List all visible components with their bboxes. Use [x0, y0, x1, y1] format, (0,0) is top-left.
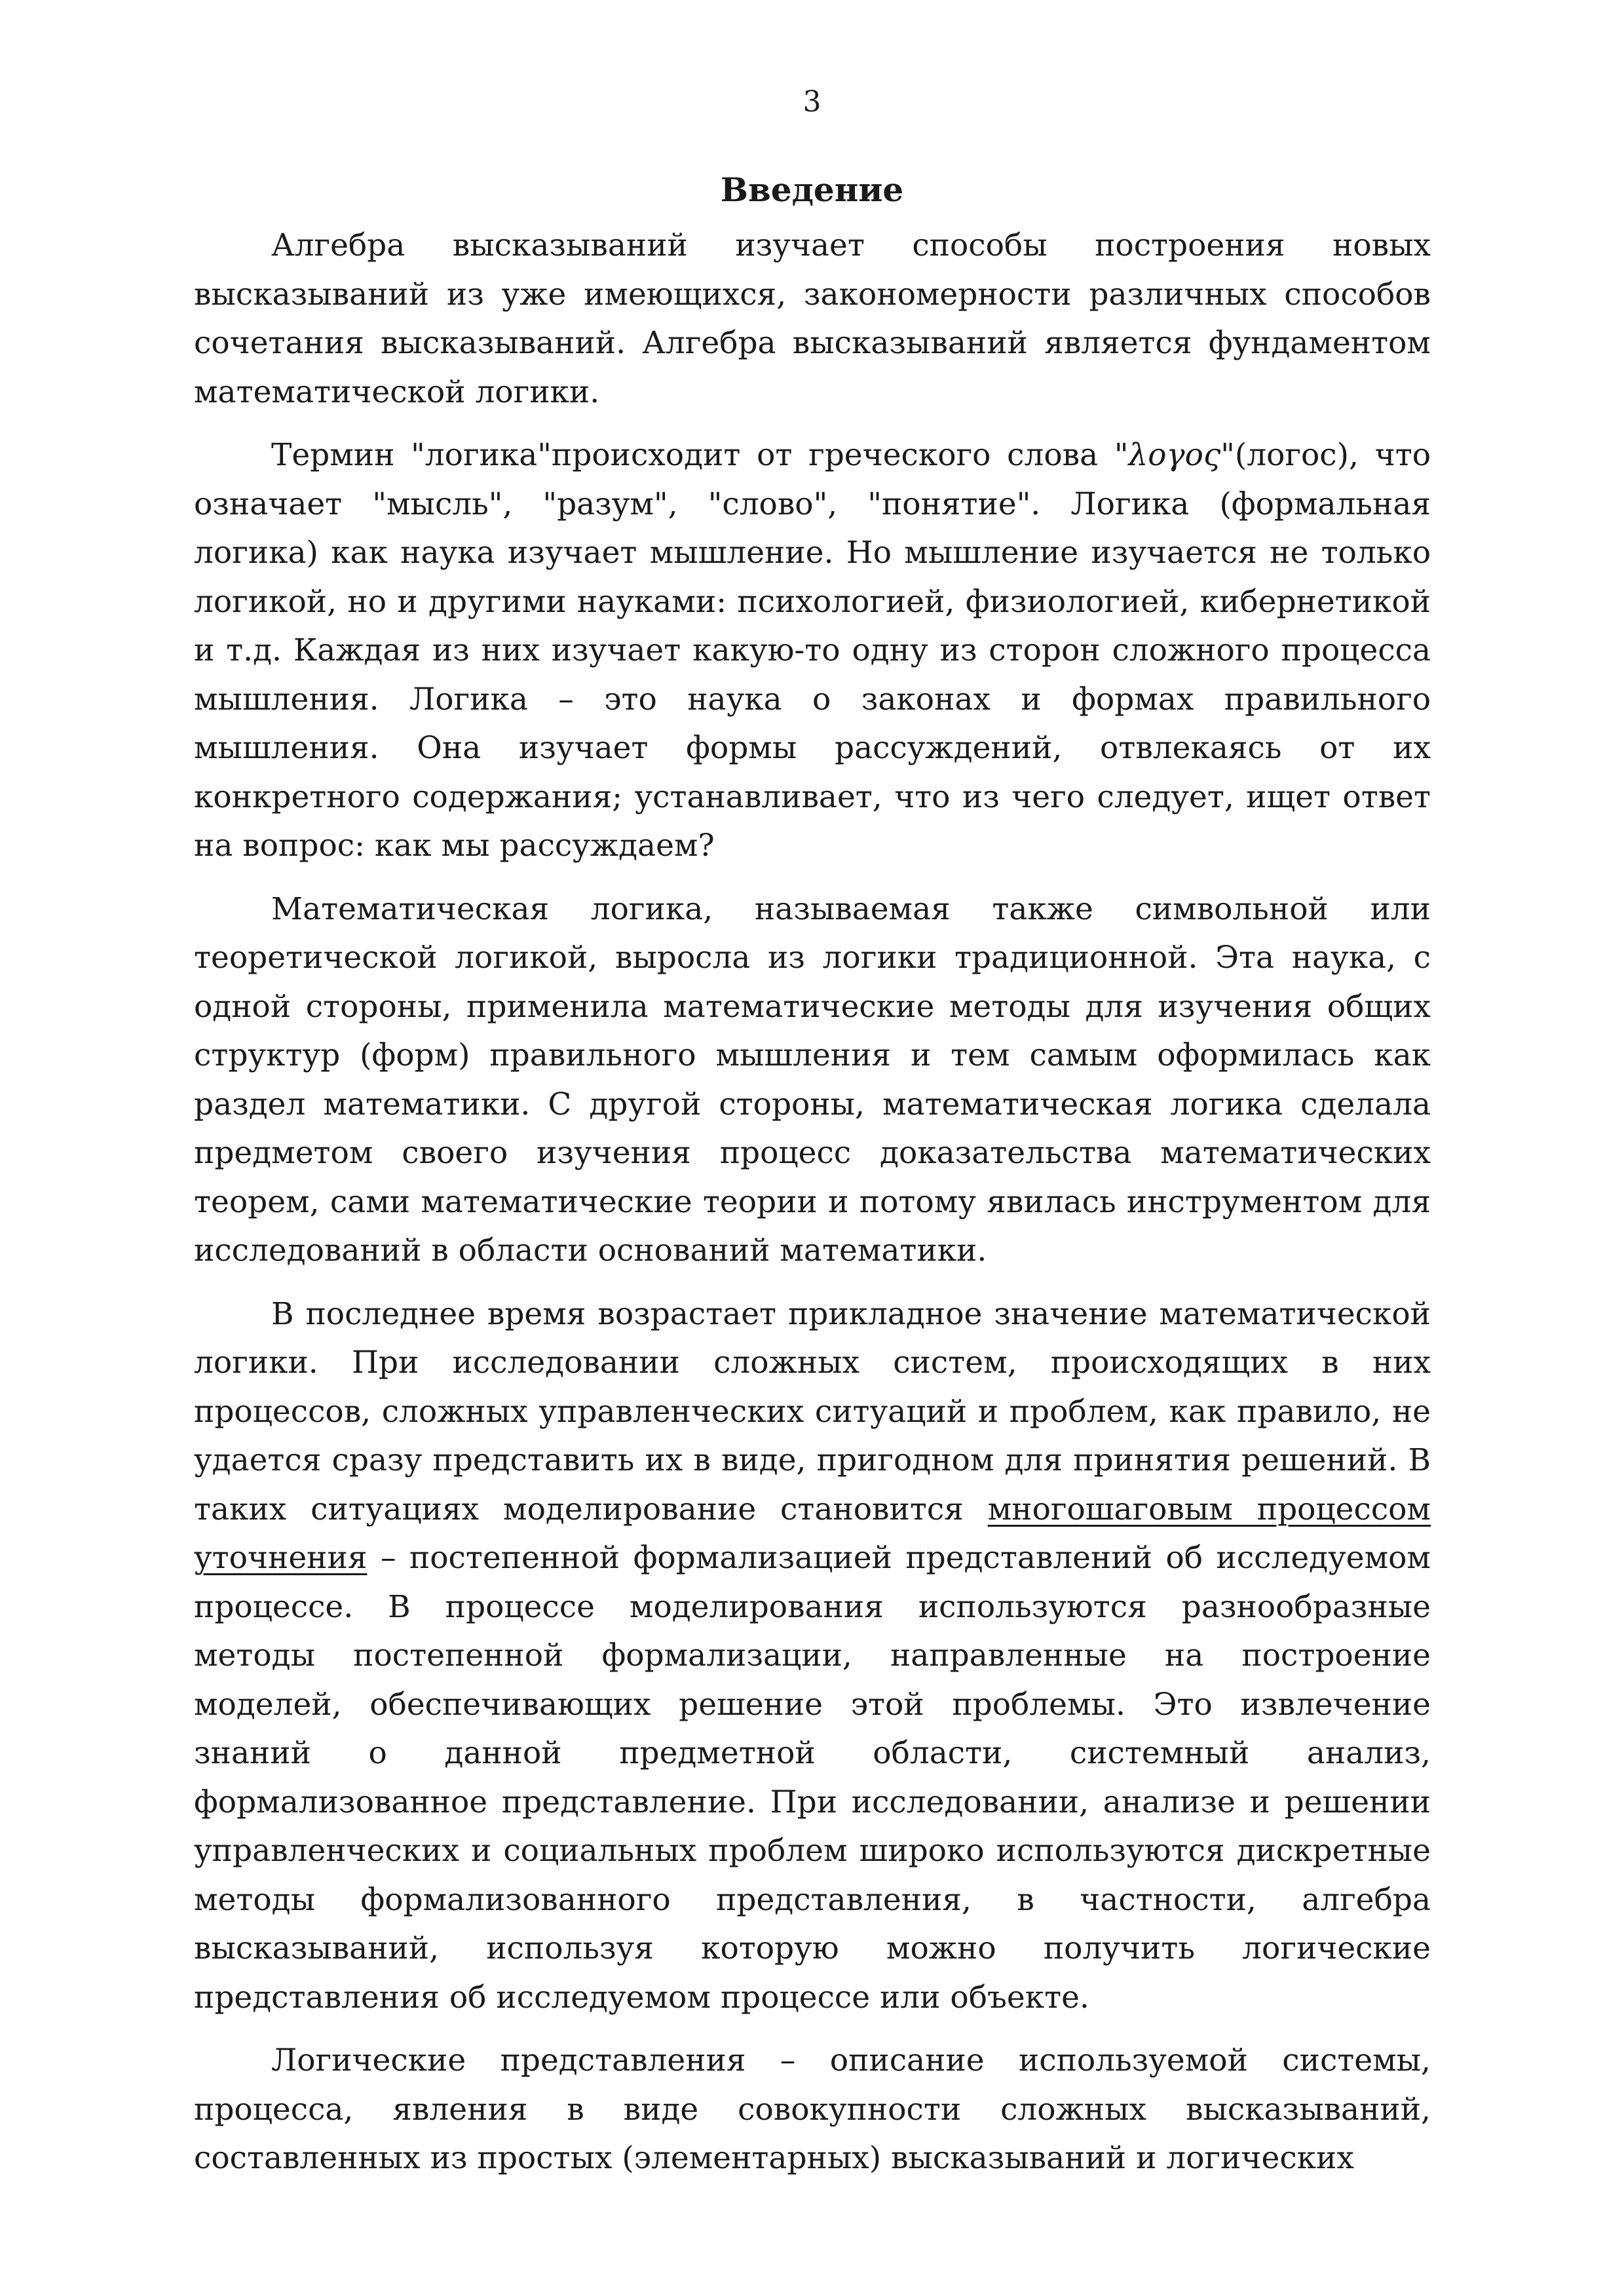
paragraph-3: Математическая логика, называемая также символьной или теоретической логикой, выросла из логики традиционной. Эта наука, с одной стороны, применила математические методы для изучения общих структур (форм) правильного мышления и тем самым оформилась как раздел математики. С другой стороны, математическая логика сделала предметом своего изучения процесс доказательства математических теорем, сами математические теории и потому явилась инструментом для исследований в области оснований математики. — [194, 890, 1431, 1269]
underlined-term: многошаговым процессом уточнения — [194, 1491, 1431, 1576]
paragraph-4-text-before: В последнее время возрастает прикладное значение математической логики. При исследовании сложных систем, происходящих в них процессов, сложных управленческих ситуаций и проблем, как правило, не удается сразу представить их в виде, пригодном для принятия решений. В таких ситуациях моделирование становится — [194, 1295, 1431, 1527]
paragraph-1: Алгебра высказываний изучает способы построения новых высказываний из уже имеющихся, закономерности различных способов сочетания высказываний. Алгебра высказываний является фундаментом математической логики. — [194, 227, 1431, 410]
page-number: 3 — [803, 85, 821, 119]
paragraph-4-text-after: – постепенной формализацией представлений об исследуемом процессе. В процессе моделирования используются разнообразные методы постепенной формализации, направленные на построение моделей, обеспечивающих решение этой проблемы. Это извлечение знаний о данной предметной области, системный анализ, формализованное представление. При исследовании, анализе и решении управленческих и социальных проблем широко используются дискретные методы формализованного представления, в частности, алгебра высказываний, используя которую можно получить логические представления об исследуемом процессе или объекте. — [194, 1540, 1431, 2016]
paragraph-2 — [194, 431, 1431, 871]
paragraph-4 — [194, 1290, 1431, 2023]
body-text — [194, 221, 1431, 2198]
paragraph-2-text-after: "(логос), что означает "мысль", "разум", "слово", "понятие". Логика (формальная логика) как наука изучает мышление. Но мышление изучается не только логикой, но и другими науками: психологией, физиологией, кибернетикой и т.д. Каждая из них изучает какую-то одну из сторон сложного процесса мышления. Логика – это наука о законах и формах правильного мышления. Она изучает формы рассуждений, отвлекаясь от их конкретного содержания; устанавливает, что из чего следует, ищет ответ на вопрос: как мы рассуждаем? — [194, 437, 1431, 864]
paragraph-5: Логические представления – описание используемой системы, процесса, явления в виде совокупности сложных высказываний, составленных из простых (элементарных) высказываний и логических — [194, 2042, 1431, 2176]
section-title: Введение — [720, 170, 904, 209]
greek-word-logos: λογος — [1128, 437, 1221, 473]
paragraph-2-text-before: Термин "логика"происходит от греческого слова " — [271, 437, 1129, 473]
